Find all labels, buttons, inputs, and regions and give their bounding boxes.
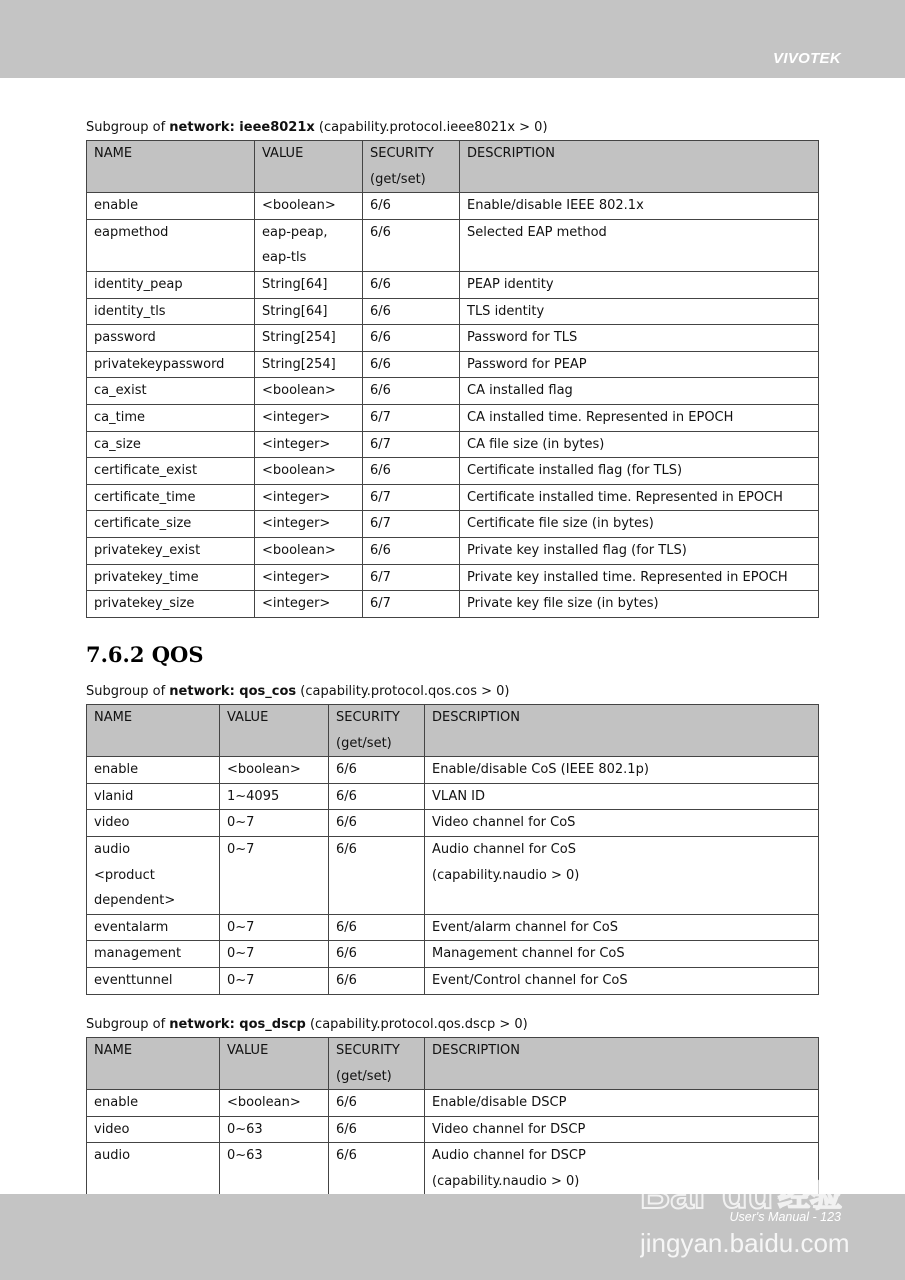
cell-value: 0~63 [220,1143,329,1195]
cell-security: 6/6 [329,941,425,968]
cell-security: 6/6 [363,298,460,325]
header-value: VALUE [220,705,329,757]
svg-text:经验: 经验 [778,1176,843,1214]
caption-ieee8021x [86,120,548,135]
table-row [87,941,819,968]
caption-group: network: qos_dscp [169,1017,306,1032]
cell-value: <boolean> [255,537,363,564]
table-row [87,458,819,485]
cell-description: Certificate installed time. Represented in EPOCH [460,484,819,511]
cell-name: eventalarm [87,914,220,941]
cell-value: <boolean> [220,757,329,784]
cell-value: String[254] [255,325,363,352]
cell-value: <boolean> [255,193,363,220]
cell-description: Private key file size (in bytes) [460,591,819,618]
cell-value: String[64] [255,298,363,325]
section-title-qos: 7.6.2 QOS [86,642,204,667]
table-row [87,783,819,810]
cell-name: privatekeypassword [87,351,255,378]
cell-security: 6/6 [363,271,460,298]
table-row [87,591,819,618]
table-header-row [87,705,819,757]
cell-security: 6/7 [363,484,460,511]
cell-value: <boolean> [255,458,363,485]
table-row [87,378,819,405]
cell-description: CA installed time. Represented in EPOCH [460,404,819,431]
table-row [87,810,819,837]
cell-value: 1~4095 [220,783,329,810]
cell-description: Event/Control channel for CoS [425,967,819,994]
brand-logo: VIVOTEK [773,50,841,67]
caption-qos-dscp [86,1017,528,1032]
cell-name: ca_time [87,404,255,431]
cell-name: management [87,941,220,968]
cell-value: 0~63 [220,1116,329,1143]
cell-value: <integer> [255,404,363,431]
svg-text:du: du [722,1170,774,1217]
cell-description: CA installed flag [460,378,819,405]
cell-name: enable [87,757,220,784]
cell-security: 6/6 [329,1116,425,1143]
cell-description: Certificate file size (in bytes) [460,511,819,538]
table-row [87,351,819,378]
cell-value: eap-peap, eap-tls [255,219,363,271]
table-row [87,757,819,784]
svg-text:Bai: Bai [640,1170,706,1217]
svg-text:jingyan.baidu.com: jingyan.baidu.com [640,1228,850,1258]
cell-description: CA file size (in bytes) [460,431,819,458]
cell-value: String[254] [255,351,363,378]
cell-name: certificate_exist [87,458,255,485]
caption-capability: (capability.protocol.qos.cos > 0) [296,684,510,699]
cell-security: 6/6 [329,757,425,784]
cell-security: 6/6 [329,1143,425,1195]
table-row [87,967,819,994]
table-row [87,511,819,538]
cell-security: 6/7 [363,404,460,431]
cell-name: vlanid [87,783,220,810]
cell-security: 6/6 [363,351,460,378]
cell-description: Enable/disable DSCP [425,1090,819,1117]
cell-description: Private key installed time. Represented in EPOCH [460,564,819,591]
cell-description: Video channel for DSCP [425,1116,819,1143]
table-qos-cos [86,704,819,995]
table-header-row [87,141,819,193]
cell-name: enable [87,193,255,220]
caption-qos-cos [86,684,510,699]
cell-security: 6/7 [363,564,460,591]
cell-description: Enable/disable IEEE 802.1x [460,193,819,220]
cell-name: ca_exist [87,378,255,405]
cell-value: 0~7 [220,810,329,837]
cell-description: Selected EAP method [460,219,819,271]
cell-description: Password for PEAP [460,351,819,378]
table-row [87,325,819,352]
header-description: DESCRIPTION [460,141,819,193]
cell-name: privatekey_size [87,591,255,618]
cell-description: VLAN ID [425,783,819,810]
cell-description: TLS identity [460,298,819,325]
table-row [87,484,819,511]
cell-value: <integer> [255,511,363,538]
header-value: VALUE [255,141,363,193]
cell-security: 6/6 [363,537,460,564]
caption-prefix: Subgroup of [86,684,170,699]
header-description: DESCRIPTION [425,1038,819,1090]
cell-name: privatekey_time [87,564,255,591]
cell-name: enable [87,1090,220,1117]
table-row [87,1116,819,1143]
cell-security: 6/6 [329,914,425,941]
cell-value: <integer> [255,431,363,458]
cell-value: 0~7 [220,836,329,914]
cell-description: Enable/disable CoS (IEEE 802.1p) [425,757,819,784]
cell-value: <integer> [255,591,363,618]
table-row [87,914,819,941]
table-row [87,193,819,220]
cell-name: audio <product dependent> [87,836,220,914]
cell-security: 6/6 [329,1090,425,1117]
cell-value: 0~7 [220,914,329,941]
cell-name: eventtunnel [87,967,220,994]
cell-description: Password for TLS [460,325,819,352]
caption-capability: (capability.protocol.ieee8021x > 0) [314,120,548,135]
cell-description: Certificate installed flag (for TLS) [460,458,819,485]
table-header-row [87,1038,819,1090]
cell-security: 6/6 [329,836,425,914]
cell-value: <integer> [255,484,363,511]
cell-description: PEAP identity [460,271,819,298]
table-row [87,1090,819,1117]
cell-name: identity_tls [87,298,255,325]
cell-name: certificate_size [87,511,255,538]
header-name: NAME [87,705,220,757]
cell-description: Private key installed flag (for TLS) [460,537,819,564]
cell-description: Video channel for CoS [425,810,819,837]
cell-name: video [87,810,220,837]
cell-security: 6/6 [363,458,460,485]
cell-description: Management channel for CoS [425,941,819,968]
table-row [87,271,819,298]
cell-name: password [87,325,255,352]
cell-value: String[64] [255,271,363,298]
cell-value: <boolean> [220,1090,329,1117]
header-band [0,0,905,78]
cell-name: eapmethod [87,219,255,271]
header-security: SECURITY (get/set) [329,705,425,757]
cell-name: ca_size [87,431,255,458]
cell-value: 0~7 [220,941,329,968]
cell-description: Event/alarm channel for CoS [425,914,819,941]
cell-description: Audio channel for DSCP (capability.naudio > 0) [425,1143,819,1195]
caption-prefix: Subgroup of [86,1017,170,1032]
cell-security: 6/6 [329,810,425,837]
caption-capability: (capability.protocol.qos.dscp > 0) [305,1017,528,1032]
header-description: DESCRIPTION [425,705,819,757]
cell-security: 6/6 [329,967,425,994]
table-ieee8021x [86,140,819,618]
cell-name: certificate_time [87,484,255,511]
caption-prefix: Subgroup of [86,120,170,135]
cell-name: video [87,1116,220,1143]
cell-security: 6/7 [363,591,460,618]
cell-security: 6/6 [329,783,425,810]
header-value: VALUE [220,1038,329,1090]
cell-value: 0~7 [220,967,329,994]
table-row [87,537,819,564]
cell-security: 6/6 [363,193,460,220]
caption-group: network: qos_cos [169,684,297,699]
cell-security: 6/6 [363,325,460,352]
cell-value: <integer> [255,564,363,591]
table-row [87,404,819,431]
header-security: SECURITY (get/set) [329,1038,425,1090]
table-row [87,564,819,591]
header-name: NAME [87,141,255,193]
cell-security: 6/6 [363,378,460,405]
cell-security: 6/6 [363,219,460,271]
cell-name: identity_peap [87,271,255,298]
cell-description: Audio channel for CoS (capability.naudio > 0) [425,836,819,914]
table-row [87,219,819,271]
cell-value: <boolean> [255,378,363,405]
cell-name: privatekey_exist [87,537,255,564]
cell-name: audio [87,1143,220,1195]
caption-group: network: ieee8021x [169,120,315,135]
table-row [87,836,819,914]
table-row [87,298,819,325]
header-security: SECURITY (get/set) [363,141,460,193]
page-footer-label: User's Manual - 123 [729,1210,841,1224]
header-name: NAME [87,1038,220,1090]
cell-security: 6/7 [363,431,460,458]
table-row [87,431,819,458]
cell-security: 6/7 [363,511,460,538]
